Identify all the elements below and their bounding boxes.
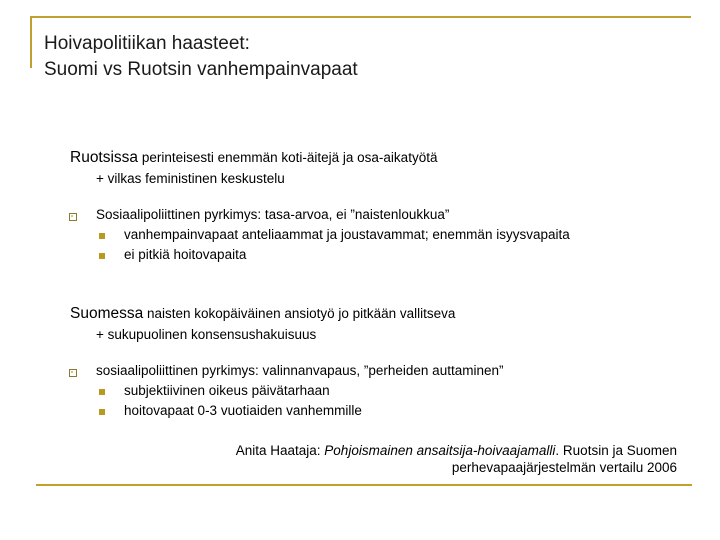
square-bullet-icon <box>99 233 105 239</box>
square-bullet-icon <box>99 389 105 395</box>
finland-text: naisten kokopäiväinen ansiotyö jo pitkään vallitseva <box>143 306 456 321</box>
square-bullet-icon <box>99 409 105 415</box>
sweden-item-1: vanhempainvapaat anteliaammat ja joustavammat; enemmän isyysvapaita <box>124 227 570 242</box>
reference-book: Pohjoismainen ansaitsija-hoivaajamalli <box>324 443 556 458</box>
sweden-sub: + vilkas feministinen keskustelu <box>96 171 285 186</box>
title-line-2: Suomi vs Ruotsin vanhempainvapaat <box>44 59 358 80</box>
finland-item-1: subjektiivinen oikeus päivätarhaan <box>124 383 330 398</box>
square-bullet-icon <box>99 253 105 259</box>
reference-rest: . Ruotsin ja Suomen <box>555 443 677 458</box>
finland-policy: sosiaalipoliittinen pyrkimys: valinnanvapaus, ”perheiden auttaminen” <box>96 363 504 378</box>
reference-line-1 <box>236 442 677 459</box>
sweden-paragraph <box>70 149 437 167</box>
finland-lead: Suomessa <box>70 305 144 322</box>
frame-top-line <box>30 16 691 18</box>
title-line-1: Hoivapolitiikan haasteet: <box>44 33 250 54</box>
finland-sub: + sukupuolinen konsensushakuisuus <box>96 327 317 342</box>
sweden-policy: Sosiaalipoliittinen pyrkimys: tasa-arvoa, ei ”naistenloukkua” <box>96 207 450 222</box>
square-bullet-icon <box>69 213 77 221</box>
reference-citation <box>236 442 677 476</box>
sweden-lead: Ruotsissa <box>70 149 139 166</box>
finland-paragraph <box>70 305 455 323</box>
finland-item-2: hoitovapaat 0-3 vuotiaiden vanhemmille <box>124 403 362 418</box>
reference-line-2: perhevapaajärjestelmän vertailu 2006 <box>451 460 677 475</box>
sweden-text: perinteisesti enemmän koti-äitejä ja osa-aikatyötä <box>138 150 438 165</box>
slide-title <box>44 31 358 83</box>
frame-left-line <box>30 16 32 68</box>
frame-bottom-line <box>36 484 692 486</box>
sweden-item-2: ei pitkiä hoitovapaita <box>124 247 247 262</box>
square-bullet-icon <box>69 369 77 377</box>
reference-author: Anita Haataja: <box>235 443 325 458</box>
